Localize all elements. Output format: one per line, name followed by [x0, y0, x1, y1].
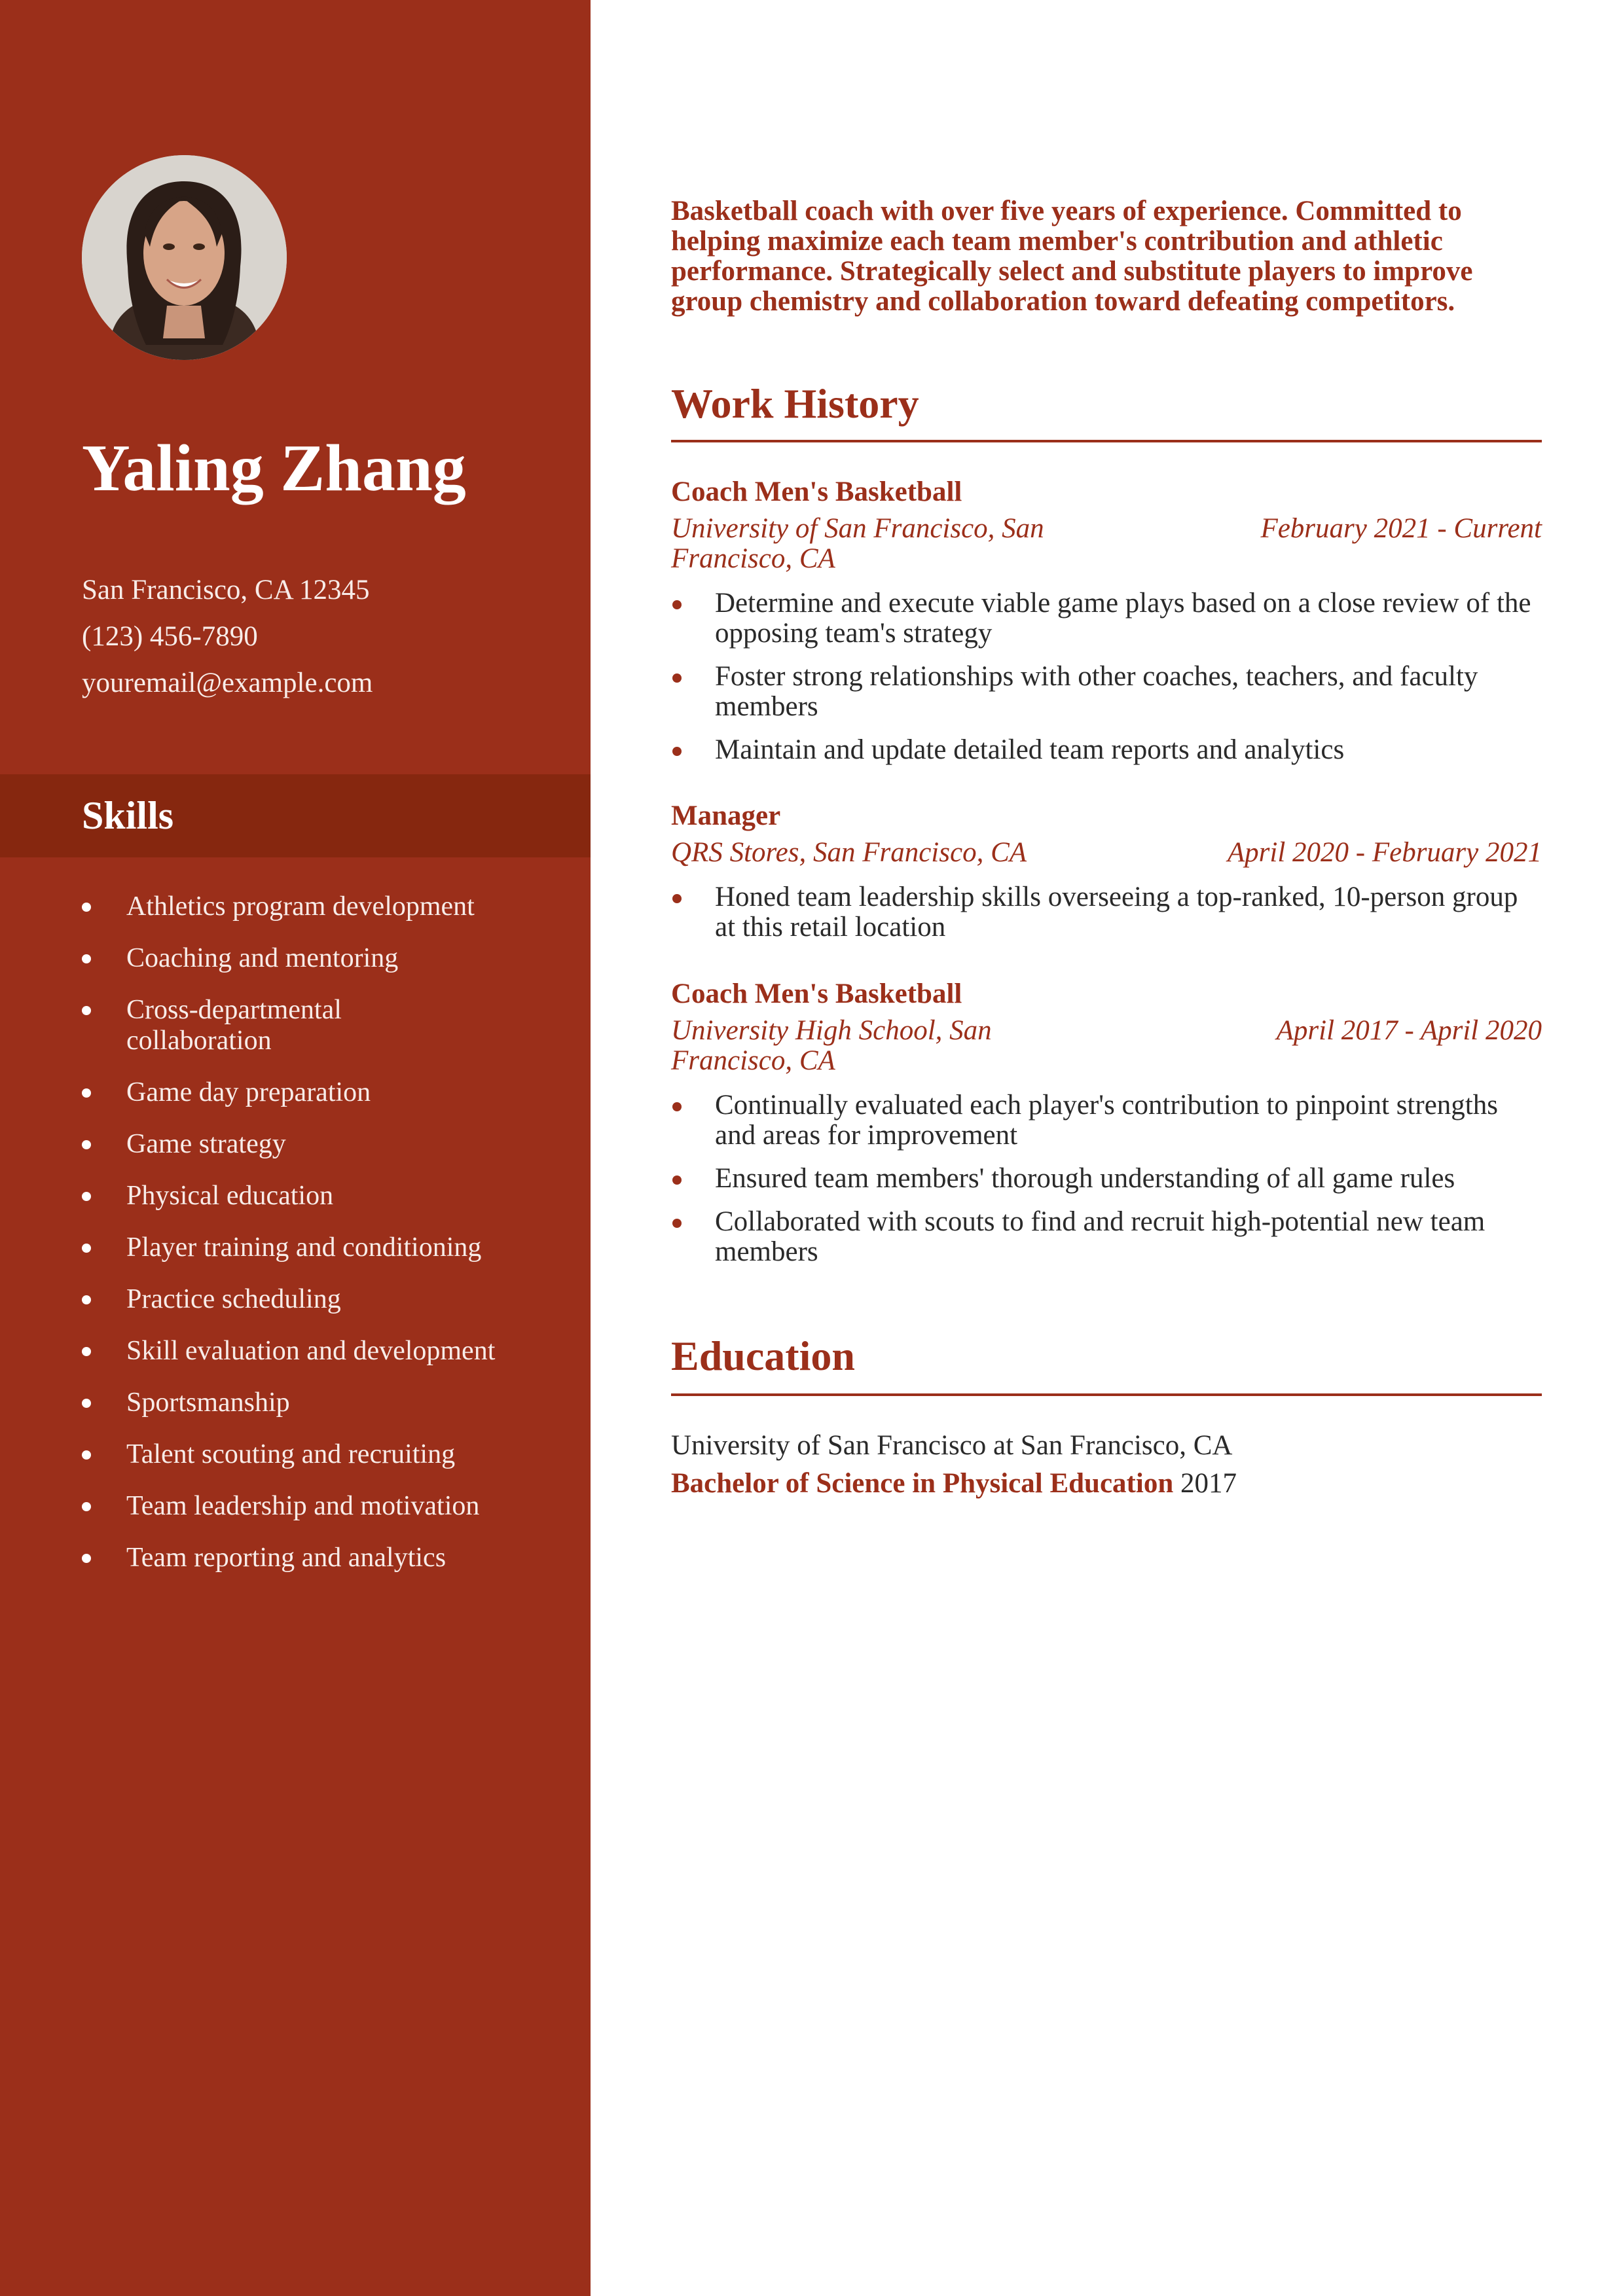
- skill-label: Skill evaluation and development: [126, 1336, 496, 1366]
- duty-text: Continually evaluated each player's contribution to pinpoint strengths and areas for improvement: [715, 1090, 1498, 1151]
- skill-item: [82, 1129, 579, 1160]
- bullet-icon: [672, 1175, 682, 1185]
- bullet-icon: [82, 1088, 91, 1098]
- skill-label: Physical education: [126, 1181, 334, 1211]
- job-entry: [671, 476, 1542, 778]
- skill-item: [82, 943, 579, 974]
- bullet-icon: [82, 1006, 91, 1015]
- education-divider: [671, 1393, 1542, 1396]
- bullet-icon: [82, 1140, 91, 1149]
- contact-address: San Francisco, CA 12345: [82, 575, 370, 605]
- skill-label: Sportsmanship: [126, 1388, 290, 1418]
- skill-item: [82, 1543, 579, 1573]
- skills-header-band: [0, 774, 591, 857]
- job-entry: [671, 978, 1542, 1280]
- job-dates: February 2021 - Current: [1260, 513, 1542, 544]
- bullet-icon: [82, 1295, 91, 1304]
- bullet-icon: [672, 600, 682, 609]
- job-dates: April 2017 - April 2020: [1276, 1015, 1542, 1046]
- job-title: Coach Men's Basketball: [671, 978, 962, 1009]
- duty-item: [671, 1207, 1542, 1267]
- education-heading: Education: [671, 1333, 855, 1379]
- skill-label: Game strategy: [126, 1129, 286, 1159]
- job-duties: [671, 1090, 1542, 1267]
- skill-label: Talent scouting and recruiting: [126, 1439, 456, 1469]
- skill-label: Team reporting and analytics: [126, 1543, 447, 1573]
- contact-info: [82, 567, 373, 706]
- education-year: 2017: [1180, 1468, 1237, 1499]
- duty-text: Collaborated with scouts to find and recruit high-potential new team members: [715, 1206, 1486, 1267]
- bullet-icon: [82, 1450, 91, 1460]
- contact-email: youremail@example.com: [82, 668, 373, 698]
- skill-label: Player training and conditioning: [126, 1232, 482, 1263]
- skill-label: Coaching and mentoring: [126, 943, 399, 973]
- bullet-icon: [82, 1502, 91, 1511]
- bullet-icon: [672, 673, 682, 683]
- skill-item: [82, 1181, 579, 1211]
- bullet-icon: [82, 903, 91, 912]
- duty-item: [671, 882, 1542, 942]
- duty-text: Foster strong relationships with other coaches, teachers, and faculty members: [715, 661, 1478, 722]
- job-entry: [671, 800, 1542, 956]
- skill-item: [82, 891, 579, 922]
- job-duties: [671, 882, 1542, 942]
- duty-text: Honed team leadership skills overseeing a top-ranked, 10-person group at this retail location: [715, 882, 1518, 942]
- skill-item: [82, 1284, 579, 1315]
- job-company: University of San Francisco, San Francisco, CA: [671, 513, 1044, 574]
- skill-item: [82, 995, 434, 1056]
- skill-item: [82, 1336, 579, 1367]
- bullet-icon: [672, 1102, 682, 1111]
- education-degree-line: [671, 1465, 1542, 1503]
- duty-text: Ensured team members' thorough understanding of all game rules: [715, 1163, 1455, 1194]
- job-company: University High School, San Francisco, CA: [671, 1015, 992, 1076]
- skills-heading: Skills: [82, 794, 174, 837]
- job-title: Manager: [671, 800, 781, 831]
- skill-label: Athletics program development: [126, 891, 475, 922]
- duty-text: Determine and execute viable game plays based on a close review of the opposing team's strategy: [715, 588, 1531, 649]
- job-title: Coach Men's Basketball: [671, 476, 962, 507]
- duty-text: Maintain and update detailed team reports and analytics: [715, 734, 1345, 765]
- job-dates: April 2020 - February 2021: [1227, 837, 1542, 868]
- professional-summary: Basketball coach with over five years of experience. Committed to helping maximize each team member's contribution and athletic performance. Strategically select and substitute players to improve group chemistry and collaboration toward defeating competitors.: [671, 196, 1473, 317]
- duty-item: [671, 588, 1542, 649]
- education-entry: [671, 1427, 1542, 1503]
- work-history-heading: Work History: [671, 380, 919, 427]
- skill-label: Cross-departmental collaboration: [126, 995, 342, 1056]
- job-meta: [671, 838, 1542, 868]
- education-school: University of San Francisco at San Francisco, CA: [671, 1430, 1233, 1461]
- job-meta: [671, 514, 1542, 574]
- candidate-name: Yaling Zhang: [82, 431, 466, 505]
- duty-item: [671, 735, 1542, 765]
- avatar: [82, 155, 287, 360]
- duty-item: [671, 1164, 1542, 1194]
- bullet-icon: [672, 1219, 682, 1228]
- skill-label: Team leadership and motivation: [126, 1491, 480, 1521]
- duty-item: [671, 1090, 1542, 1151]
- skill-item: [82, 1232, 579, 1263]
- duty-item: [671, 662, 1542, 722]
- portrait-photo: [82, 155, 287, 360]
- skill-label: Game day preparation: [126, 1077, 371, 1107]
- bullet-icon: [82, 1244, 91, 1253]
- skill-item: [82, 1439, 579, 1470]
- education-degree: Bachelor of Science in Physical Education: [671, 1468, 1174, 1499]
- bullet-icon: [672, 747, 682, 756]
- bullet-icon: [82, 1399, 91, 1408]
- job-meta: [671, 1016, 1542, 1076]
- bullet-icon: [82, 1347, 91, 1356]
- skill-item: [82, 1491, 579, 1522]
- bullet-icon: [82, 1192, 91, 1201]
- bullet-icon: [82, 1554, 91, 1563]
- job-duties: [671, 588, 1542, 765]
- skill-item: [82, 1388, 579, 1418]
- bullet-icon: [82, 954, 91, 963]
- skill-item: [82, 1077, 579, 1108]
- bullet-icon: [672, 894, 682, 903]
- job-company: QRS Stores, San Francisco, CA: [671, 837, 1027, 868]
- skill-label: Practice scheduling: [126, 1284, 341, 1314]
- work-history-divider: [671, 440, 1542, 442]
- contact-phone: (123) 456-7890: [82, 621, 258, 652]
- skills-list: [82, 891, 579, 1594]
- sidebar: [0, 0, 591, 2296]
